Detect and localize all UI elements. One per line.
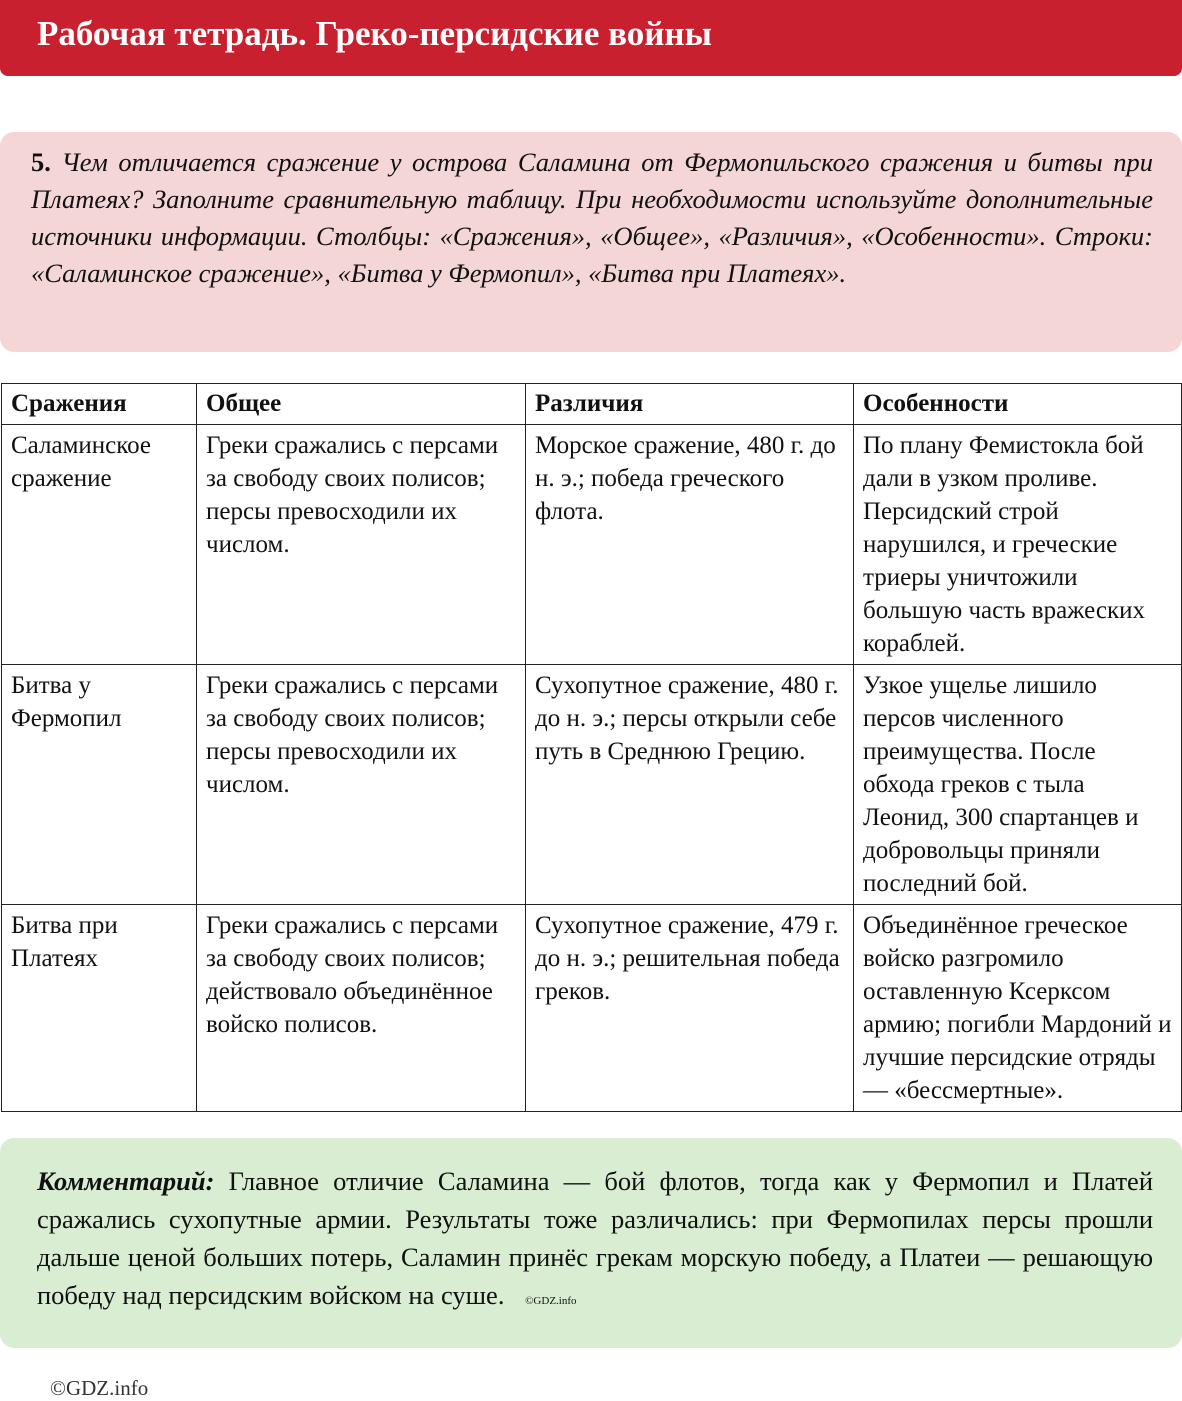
table-header-row (2, 384, 1182, 425)
table-cell: Объединённое греческое войско разгромило оставленную Ксерксом армию; погибли Мардоний и лучшие персидские отряды — «бессмертные». (854, 905, 1182, 1112)
table-cell: Битва при Платеях (2, 905, 197, 1112)
table-cell: Саламинское сражение (2, 425, 197, 665)
table-row (2, 905, 1182, 1112)
footer-watermark: ©GDZ.info (50, 1376, 149, 1400)
page-title: Рабочая тетрадь. Греко-персидские войны (37, 14, 712, 53)
table-cell: Морское сражение, 480 г. до н. э.; победа греческого флота. (526, 425, 854, 665)
header-cell-battles: Сражения (2, 384, 197, 425)
table-row (2, 425, 1182, 665)
task-text (31, 144, 1153, 292)
page-header (0, 0, 1182, 76)
header-cell-features: Особенности (854, 384, 1182, 425)
header-cell-common: Общее (197, 384, 526, 425)
table-cell: Битва у Фермопил (2, 665, 197, 905)
table-cell: Греки сражались с персами за свободу своих полисов; персы превосходили их числом. (197, 425, 526, 665)
comparison-table (1, 383, 1182, 1112)
task-number: 5. (31, 147, 51, 177)
table-cell: Сухопутное сражение, 480 г. до н. э.; персы открыли себе путь в Среднюю Грецию. (526, 665, 854, 905)
table-cell: Узкое ущелье лишило персов численного преимущества. После обхода греков с тыла Леонид, 300 спартанцев и добровольцы приняли последний бой. (854, 665, 1182, 905)
comment-body: Главное отличие Саламина — бой флотов, тогда как у Фермопил и Платей сражались сухопутные армии. Результаты тоже различались: при Фермопилах персы прошли дальше ценой больших потерь, Саламин принёс грекам морскую победу, а Платеи — решающую победу над персидским войском на суше. (37, 1166, 1153, 1310)
comment-label: Комментарий: (37, 1166, 215, 1196)
task-question: Чем отличается сражение у острова Саламина от Фермопильского сражения и битвы при Платеях? Заполните сравнительную таблицу. При необходимости используйте дополнительные источники информации. Столбцы: «Сражения», «Общее», «Различия», «Особенности». Строки: «Саламинское сражение», «Битва у Фермопил», «Битва при Платеях». (31, 147, 1154, 288)
table-row (2, 665, 1182, 905)
comment-text (37, 1162, 1153, 1320)
header-cell-differences: Различия (526, 384, 854, 425)
table-cell: По плану Фемистокла бой дали в узком проливе. Персидский строй нарушился, и греческие триеры уничтожили большую часть вражеских кораблей. (854, 425, 1182, 665)
table-cell: Сухопутное сражение, 479 г. до н. э.; решительная победа греков. (526, 905, 854, 1112)
table-cell: Греки сражались с персами за свободу своих полисов; персы превосходили их числом. (197, 665, 526, 905)
table-cell: Греки сражались с персами за свободу своих полисов; действовало объединённое войско полисов. (197, 905, 526, 1112)
comment-watermark: ©GDZ.info (525, 1295, 577, 1307)
